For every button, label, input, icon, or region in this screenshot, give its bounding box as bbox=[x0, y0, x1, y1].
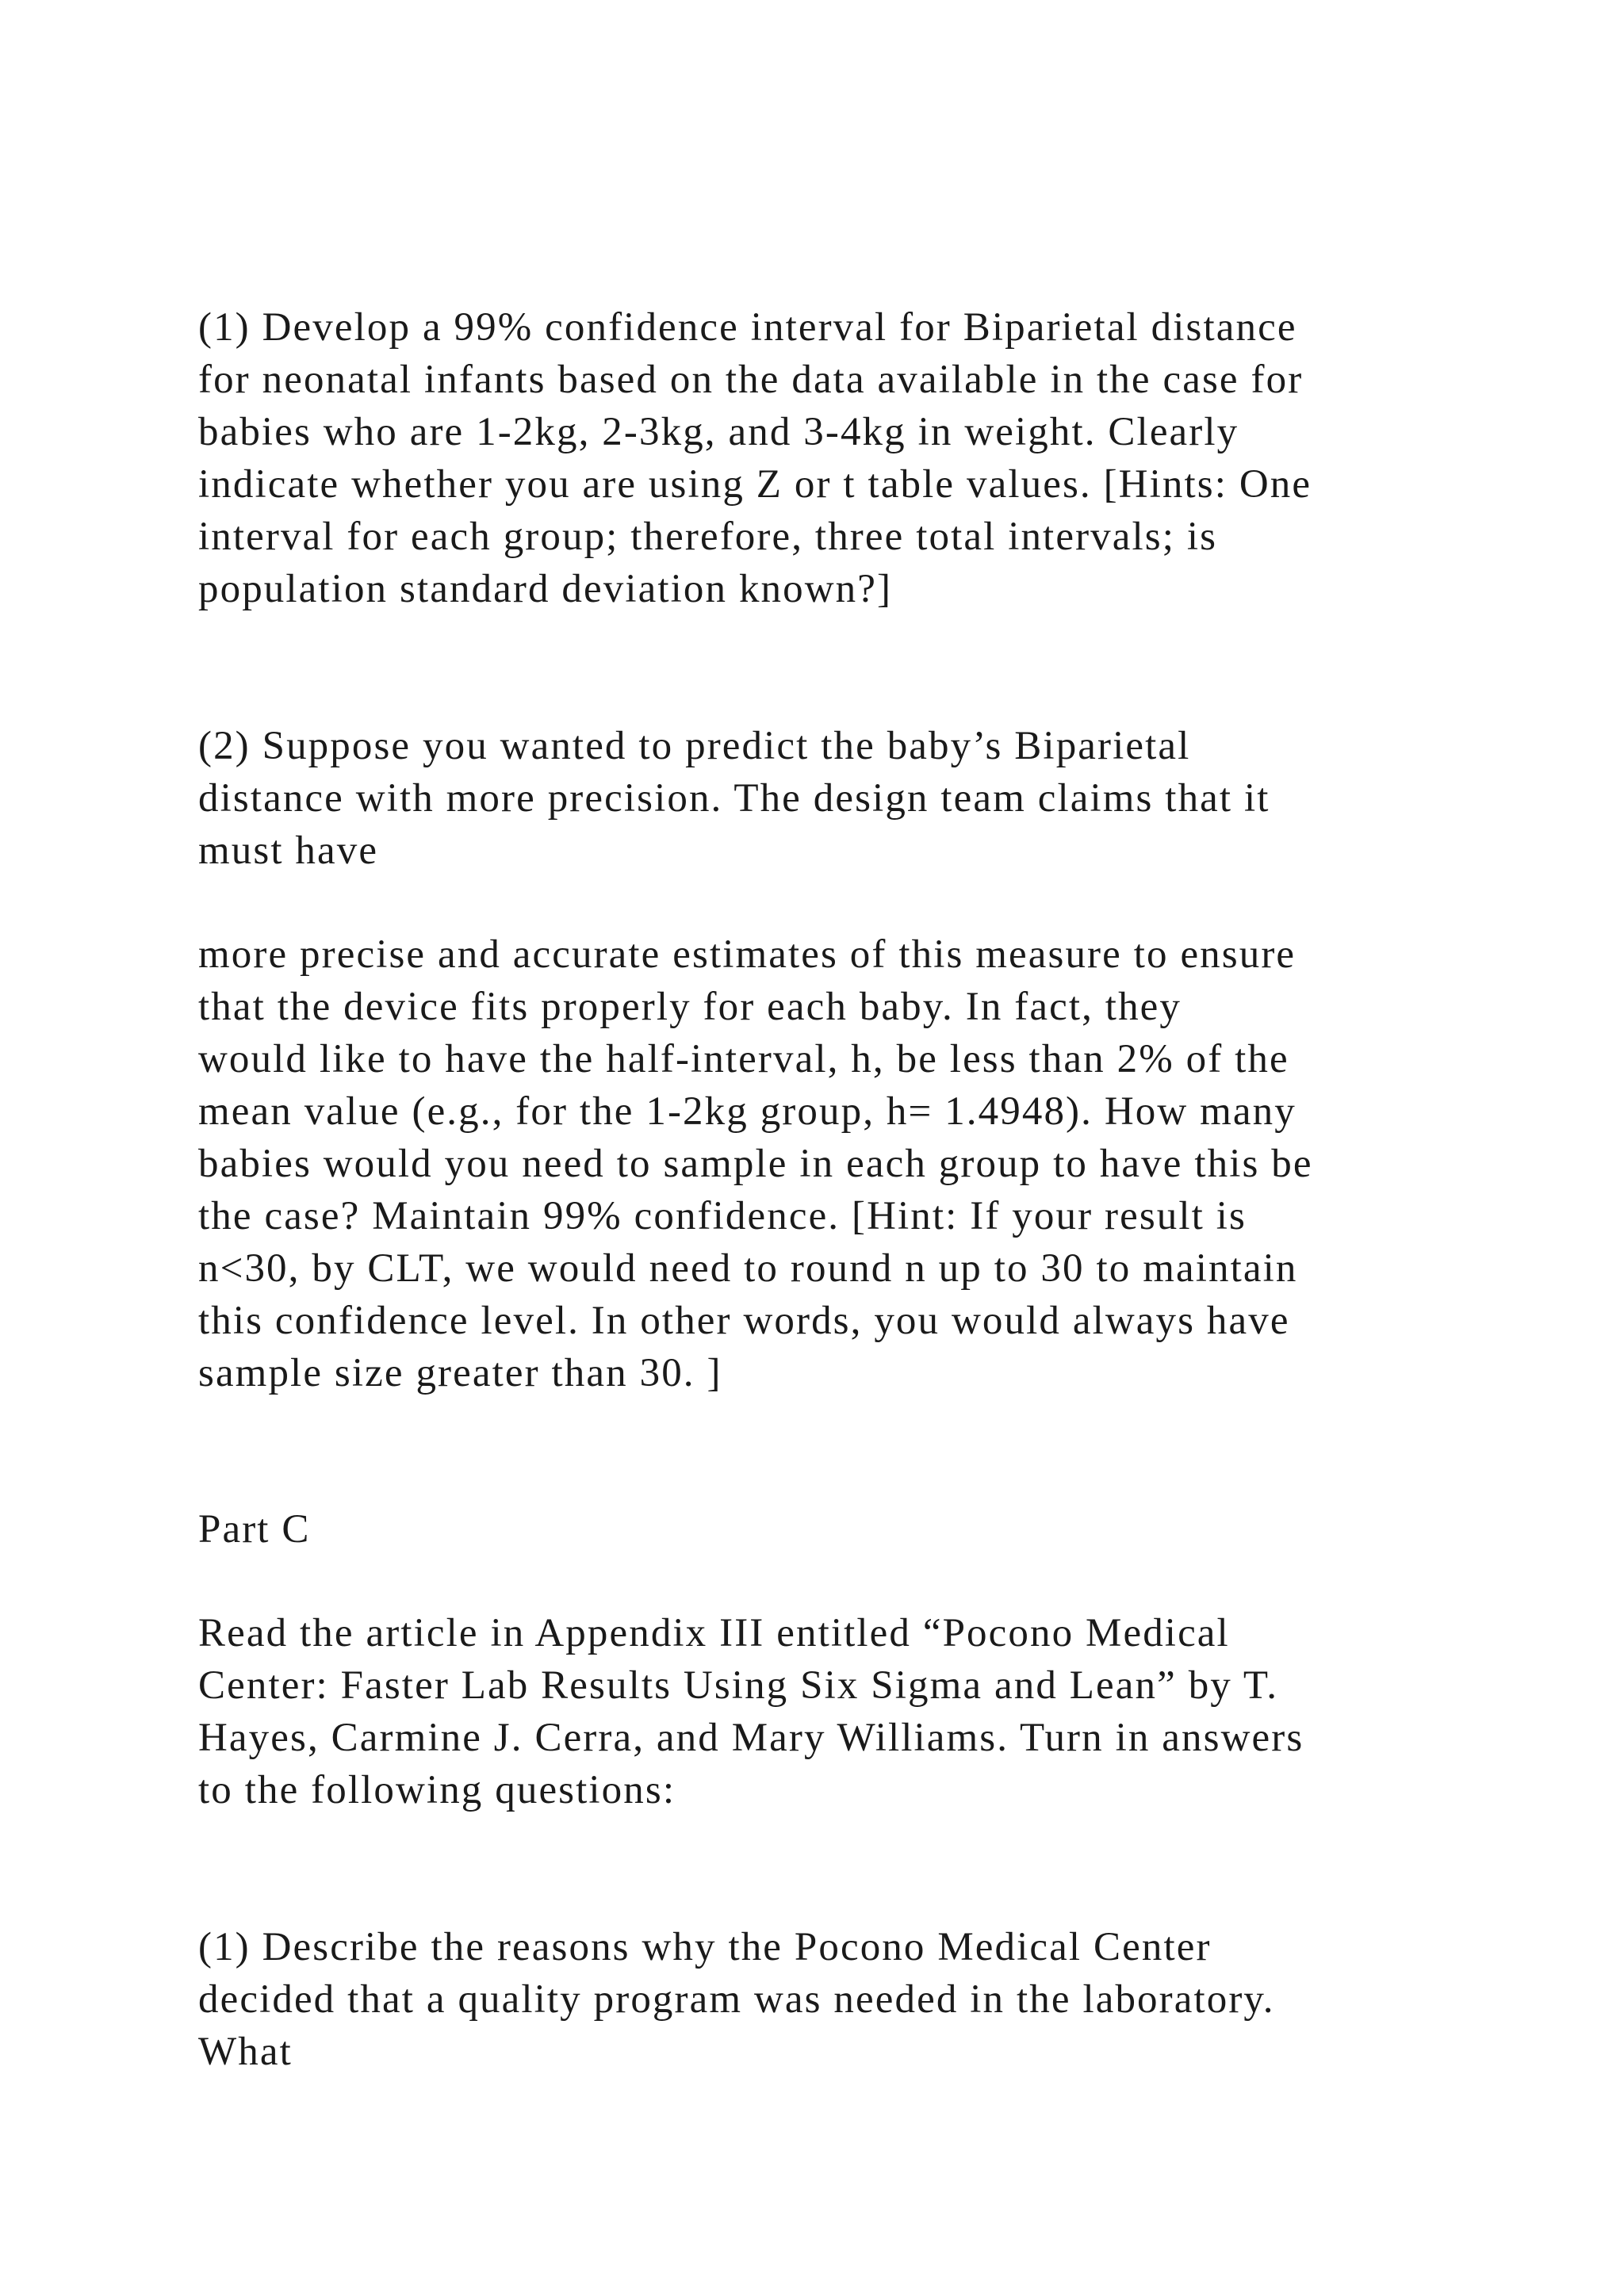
text-line: population standard deviation known?] bbox=[198, 567, 893, 611]
text-line: that the device fits properly for each baby. In fact, they bbox=[198, 985, 1182, 1029]
text-line: interval for each group; therefore, three total intervals; is bbox=[198, 515, 1218, 559]
text-line: (2) Suppose you wanted to predict the baby’s Biparietal bbox=[198, 724, 1191, 768]
text-line: babies would you need to sample in each group to have this be bbox=[198, 1142, 1313, 1186]
text-line: decided that a quality program was needed in the laboratory. bbox=[198, 1977, 1275, 2022]
text-line: n<30, by CLT, we would need to round n up to 30 to maintain bbox=[198, 1246, 1298, 1291]
text-line: What bbox=[198, 2030, 293, 2074]
text-line: (1) Describe the reasons why the Pocono Medical Center bbox=[198, 1925, 1212, 1969]
text-line: must have bbox=[198, 828, 379, 873]
text-line: for neonatal infants based on the data available in the case for bbox=[198, 358, 1304, 402]
text-line: distance with more precision. The design team claims that it bbox=[198, 776, 1270, 821]
text-line: this confidence level. In other words, you would always have bbox=[198, 1299, 1290, 1343]
text-line: indicate whether you are using Z or t table values. [Hints: One bbox=[198, 462, 1312, 507]
text-line: more precise and accurate estimates of this measure to ensure bbox=[198, 932, 1297, 977]
text-line: would like to have the half-interval, h, be less than 2% of the bbox=[198, 1037, 1289, 1081]
text-line: Center: Faster Lab Results Using Six Sigma and Lean” by T. bbox=[198, 1663, 1279, 1708]
text-line: mean value (e.g., for the 1-2kg group, h= 1.4948). How many bbox=[198, 1089, 1297, 1134]
text-line: (1) Develop a 99% confidence interval for Biparietal distance bbox=[198, 305, 1297, 350]
text-line: sample size greater than 30. ] bbox=[198, 1351, 722, 1395]
text-line: babies who are 1-2kg, 2-3kg, and 3-4kg in weight. Clearly bbox=[198, 410, 1239, 454]
text-line: the case? Maintain 99% confidence. [Hint: If your result is bbox=[198, 1194, 1247, 1238]
text-line: to the following questions: bbox=[198, 1768, 676, 1812]
text-line: Read the article in Appendix III entitled “Pocono Medical bbox=[198, 1611, 1230, 1655]
part-c-heading: Part C bbox=[198, 1507, 311, 1552]
text-line: Hayes, Carmine J. Cerra, and Mary Williams. Turn in answers bbox=[198, 1716, 1304, 1760]
